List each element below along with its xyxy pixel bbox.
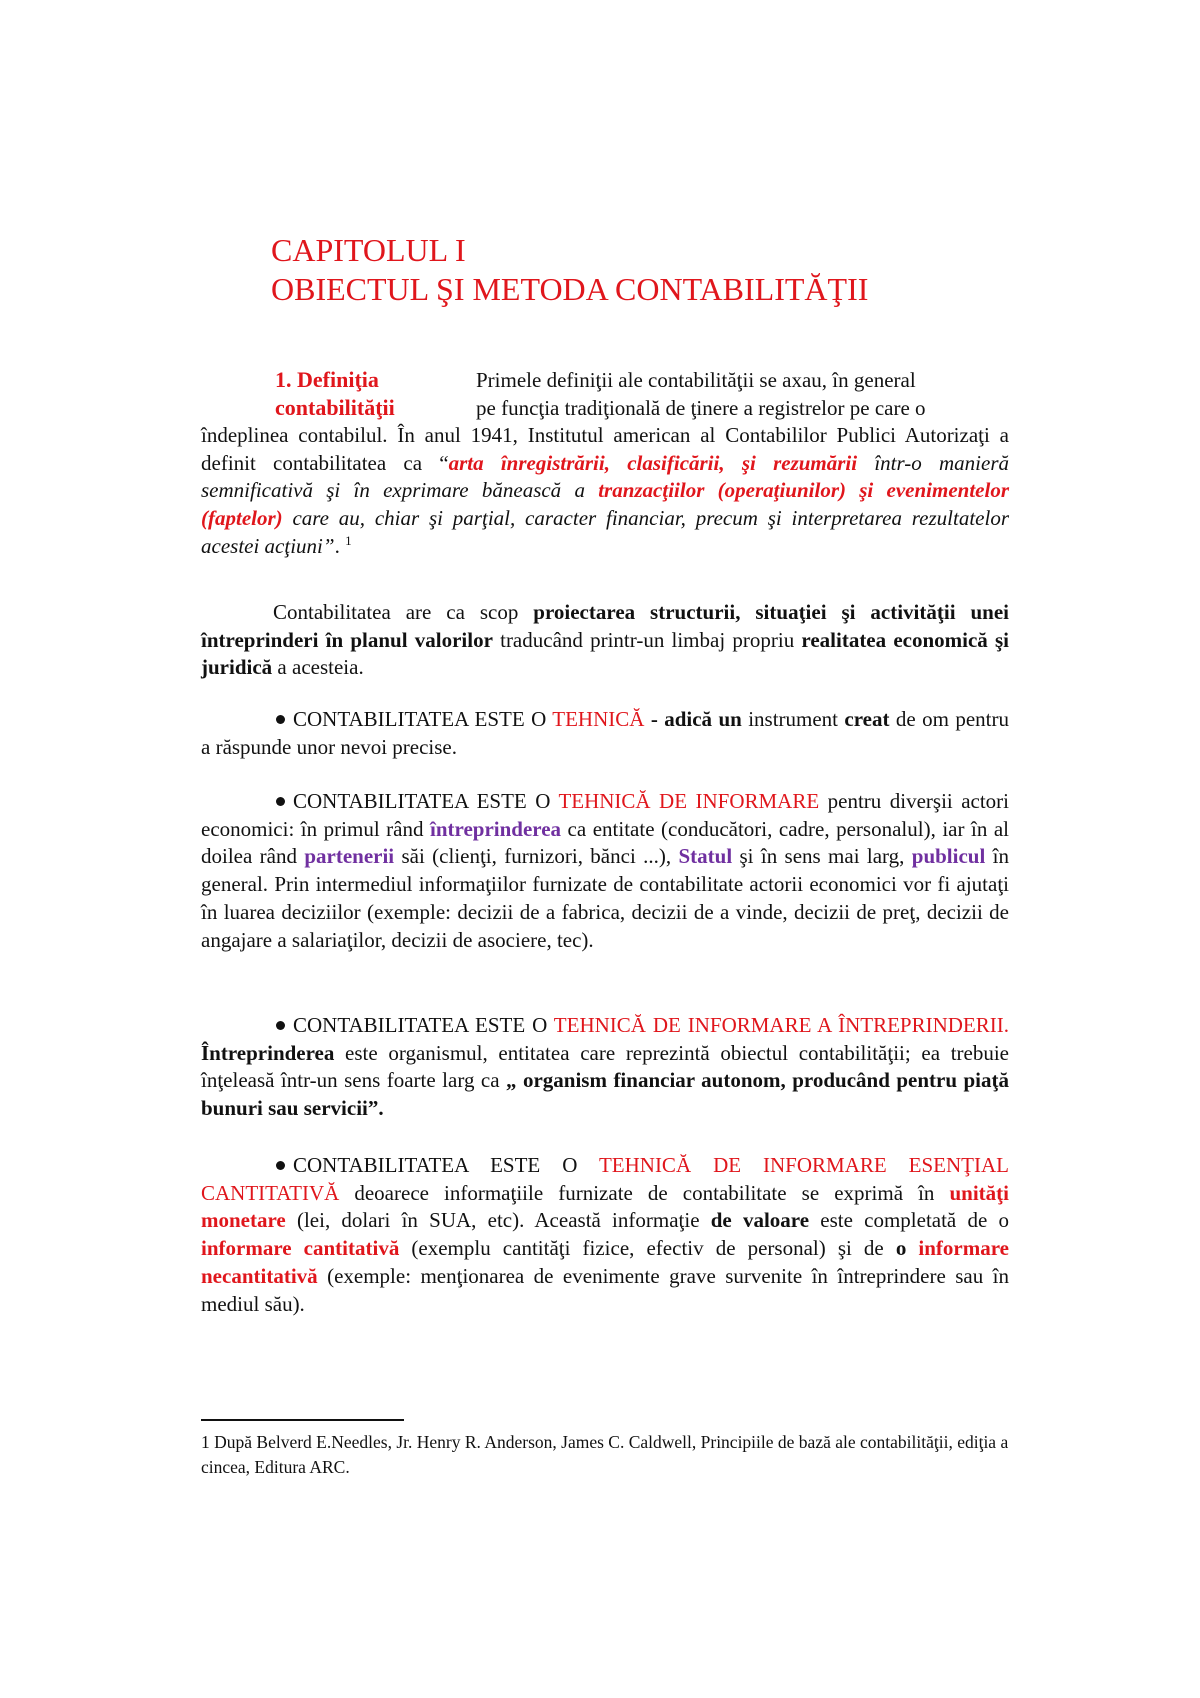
bullet3-text-1: CONTABILITATEA ESTE O bbox=[293, 1013, 554, 1037]
scope-bold-2: realitatea economică şi juridică bbox=[201, 627, 1009, 680]
bullet2-purple-4: publicul bbox=[911, 844, 986, 869]
bullet1-bold-1: - adică un bbox=[644, 707, 742, 731]
bullet1-red-1: TEHNICĂ bbox=[552, 707, 645, 731]
bullet2-text-2: pentru diverşii actori economici: în primul rând bbox=[201, 789, 1009, 841]
bullet2-text-6: în general. Prin intermediul informaţiilor furnizate de contabilitate actorii economici vor fi ajutaţi în luarea deciziilor (exemple: decizii de a fabrica, decizii de a vinde, decizii de preţ, decizii de angajare a salariaţilor, decizii de asociere, tec). bbox=[201, 844, 1009, 952]
bullet4-bold-1: de valoare bbox=[710, 1208, 810, 1233]
footnote-separator bbox=[201, 1419, 404, 1421]
bullet2-text-1: CONTABILITATEA ESTE O bbox=[293, 789, 559, 813]
bullet1-text-2: instrument bbox=[741, 707, 845, 731]
bullet-icon bbox=[276, 1021, 285, 1030]
section-intro-line1: Primele definiţii ale contabilităţii se axau, în general bbox=[476, 368, 916, 392]
bullet2-text-5: şi în sens mai larg, bbox=[732, 844, 912, 869]
chapter-number: CAPITOLUL I bbox=[271, 232, 466, 268]
bullet4-text-1: CONTABILITATEA ESTE O bbox=[293, 1153, 599, 1177]
definition-emph-1: arta înregistrării, clasificării, şi rezumării bbox=[448, 450, 858, 475]
bullet2-red-1: TEHNICĂ DE INFORMARE bbox=[558, 789, 820, 813]
bullet-enterprise-information bbox=[201, 1012, 1009, 1123]
bullet1-text-3: de om pentru a răspunde unor nevoi precise. bbox=[201, 707, 1009, 759]
scope-text-3: a acesteia. bbox=[272, 655, 364, 680]
bullet2-purple-1: întreprinderea bbox=[430, 816, 562, 841]
bullet3-bold-2: „ organism financiar autonom, producând pentru piaţă bunuri sau servicii”. bbox=[201, 1068, 1010, 1121]
bullet4-bold-2: o bbox=[895, 1236, 919, 1261]
definition-paragraph bbox=[201, 422, 1009, 561]
bullet4-red-4: informare necantitativă bbox=[201, 1236, 1010, 1288]
scope-text-1: Contabilitatea are ca scop bbox=[273, 600, 534, 624]
section-heading-line2: contabilităţii bbox=[275, 395, 395, 420]
footnote-reference: 1 bbox=[345, 532, 352, 548]
bullet4-red-1: TEHNICĂ DE INFORMARE ESENŢIAL CANTITATIVĂ bbox=[201, 1153, 1009, 1205]
definition-plain: îndeplinea contabilul. În anul 1941, Institutul american al Contabililor Publici Autorizaţi a definit contabilitatea ca “ bbox=[201, 423, 1009, 475]
bullet2-purple-3: Statul bbox=[678, 844, 733, 869]
bullet3-bold-1: Întreprinderea bbox=[201, 1040, 335, 1065]
section-heading-line1: 1. Definiţia bbox=[275, 367, 379, 392]
bullet3-text-2: este organismul, entitatea care reprezintă obiectul contabilităţii; ea trebuie înţeleasă într-un sens foarte larg ca bbox=[201, 1040, 1009, 1093]
definition-italic-2: care au, chiar şi parţial, caracter financiar, precum şi interpretarea rezultatelor acestei acţiuni” bbox=[201, 506, 1009, 558]
bullet1-text-1: CONTABILITATEA ESTE O bbox=[293, 707, 553, 731]
scope-paragraph bbox=[201, 599, 1009, 682]
definition-italic-1: într-o manieră semnificativă şi în exprimare bănească a bbox=[201, 450, 1009, 503]
bullet4-text-2: deoarece informaţiile furnizate de contabilitate se exprimă în bbox=[339, 1180, 950, 1205]
bullet4-red-2: unităţi monetare bbox=[201, 1180, 1009, 1233]
bullet-icon bbox=[276, 715, 285, 724]
chapter-title: OBIECTUL ŞI METODA CONTABILITĂŢII bbox=[271, 271, 869, 307]
bullet-information-technique bbox=[201, 788, 1009, 954]
definition-end: . bbox=[334, 533, 346, 558]
scope-bold-1: proiectarea structurii, situaţiei şi activităţii unei întreprinderi în planul valorilor bbox=[201, 600, 1009, 652]
bullet-icon bbox=[276, 797, 285, 806]
bullet4-text-6: (exemple: menţionarea de evenimente grave survenite în întreprindere sau în mediul său). bbox=[201, 1263, 1009, 1316]
definition-emph-2: tranzacţiilor (operaţiunilor) şi evenimentelor (faptelor) bbox=[201, 478, 1009, 531]
bullet1-bold-2: creat bbox=[844, 707, 890, 731]
bullet2-purple-2: partenerii bbox=[304, 844, 395, 869]
bullet-technique bbox=[201, 706, 1009, 761]
bullet-icon bbox=[276, 1161, 285, 1170]
scope-text-2: traducând printr-un limbaj propriu bbox=[492, 627, 802, 652]
section-intro-line2: pe funcţia tradiţională de ţinere a registrelor pe care o bbox=[476, 396, 926, 420]
bullet2-text-4: săi (clienţi, furnizori, bănci ...), bbox=[394, 844, 679, 869]
bullet4-text-5: (exemplu cantităţi fizice, efectiv de personal) şi de bbox=[399, 1236, 896, 1261]
footnote: 1 După Belverd E.Needles, Jr. Henry R. Anderson, James C. Caldwell, Principiile de bază ale contabilităţii, ediţia a cincea, Editura ARC. bbox=[201, 1432, 1009, 1477]
bullet2-text-3: ca entitate (conducători, cadre, personalul), iar în al doilea rând bbox=[201, 816, 1010, 869]
bullet4-red-3: informare cantitativă bbox=[201, 1236, 400, 1261]
bullet4-text-4: este completată de o bbox=[809, 1208, 1009, 1233]
bullet-quantitative-information bbox=[201, 1152, 1009, 1318]
bullet4-text-3: (lei, dolari în SUA, etc). Această informaţie bbox=[285, 1208, 711, 1233]
bullet3-red-1: TEHNICĂ DE INFORMARE A ÎNTREPRINDERII. bbox=[553, 1013, 1009, 1037]
